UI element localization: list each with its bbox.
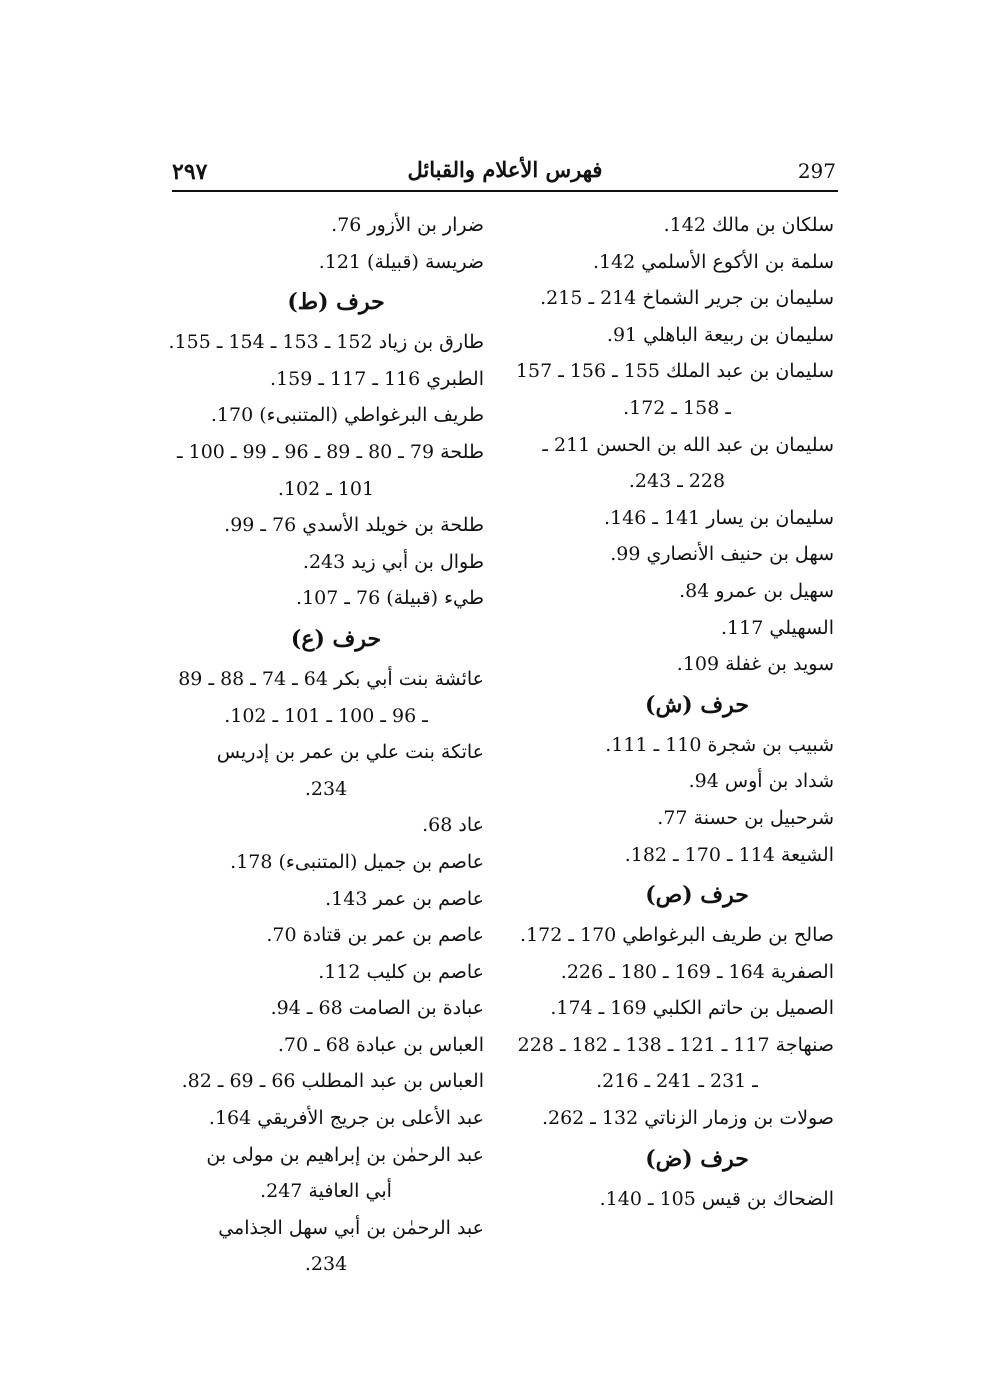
index-entry bbox=[168, 1137, 484, 1210]
index-entry bbox=[520, 837, 834, 874]
letter-heading: حرف (ط) bbox=[287, 289, 385, 316]
index-entry bbox=[520, 427, 834, 500]
entry-text: الصميل بن حاتم الكلبي 169 ـ 174. bbox=[550, 997, 834, 1020]
index-entry bbox=[168, 361, 484, 398]
entry-text: عائشة بنت أبي بكر 64 ـ 74 ـ 88 ـ 89 bbox=[178, 667, 484, 690]
entry-text: الشيعة 114 ـ 170 ـ 182. bbox=[624, 843, 834, 866]
index-entry bbox=[168, 734, 484, 807]
entry-text: سليمان بن عبد الملك 155 ـ 156 ـ 157 bbox=[515, 360, 834, 383]
page-number: 297 bbox=[797, 159, 836, 183]
entry-text: عاد 68. bbox=[422, 814, 484, 837]
index-entry bbox=[168, 507, 484, 544]
entry-text: شرحبيل بن حسنة 77. bbox=[657, 806, 834, 829]
entry-text: طيء (قبيلة) 76 ـ 107. bbox=[296, 587, 484, 610]
entry-continuation: 234. bbox=[304, 777, 348, 800]
index-entry bbox=[520, 573, 834, 610]
entry-text: طوال بن أبي زيد 243. bbox=[302, 550, 484, 573]
index-entry bbox=[168, 544, 484, 581]
index-entry bbox=[520, 500, 834, 537]
entry-text: عاصم بن جميل (المتنبىء) 178. bbox=[230, 850, 484, 873]
letter-heading: حرف (ش) bbox=[645, 691, 749, 718]
index-entry bbox=[520, 763, 834, 800]
index-entry bbox=[520, 646, 834, 683]
entry-text: عاصم بن عمر بن قتادة 70. bbox=[266, 924, 484, 947]
entry-text: سهل بن حنيف الأنصاري 99. bbox=[610, 543, 834, 566]
index-entry bbox=[515, 353, 834, 426]
index-entry bbox=[520, 917, 834, 954]
right-column bbox=[515, 207, 834, 1217]
entry-text: طريف البرغواطي (المتنبىء) 170. bbox=[210, 404, 484, 427]
entry-continuation: ـ 231 ـ 241 ـ 216. bbox=[596, 1070, 758, 1093]
entry-text: عاصم بن كليب 112. bbox=[318, 960, 484, 983]
index-entry bbox=[168, 580, 484, 617]
header-rule bbox=[172, 190, 838, 192]
index-entry bbox=[520, 207, 834, 244]
entry-text: الصفرية 164 ـ 169 ـ 180 ـ 226. bbox=[560, 960, 834, 983]
entry-continuation: ـ 158 ـ 172. bbox=[623, 396, 731, 419]
index-entry bbox=[520, 990, 834, 1027]
entry-text: عاصم بن عمر 143. bbox=[325, 887, 484, 910]
entry-text: ضريسة (قبيلة) 121. bbox=[318, 250, 484, 273]
entry-text: صالح بن طريف البرغواطي 170 ـ 172. bbox=[520, 924, 834, 947]
entry-text: عبادة بن الصامت 68 ـ 94. bbox=[270, 997, 484, 1020]
index-entry bbox=[168, 1027, 484, 1064]
index-entry bbox=[168, 844, 484, 881]
index-entry bbox=[168, 990, 484, 1027]
index-entry bbox=[168, 397, 484, 434]
page-header bbox=[172, 155, 838, 191]
index-entry bbox=[168, 954, 484, 991]
index-entry bbox=[168, 207, 484, 244]
index-entry bbox=[168, 244, 484, 281]
index-entry bbox=[520, 244, 834, 281]
letter-heading: حرف (ع) bbox=[290, 625, 382, 652]
entry-continuation: 228 ـ 243. bbox=[628, 470, 726, 493]
entry-text: عبد الرحمٰن بن إبراهيم بن مولى بن bbox=[206, 1143, 484, 1166]
entry-text: عبد الرحمٰن بن أبي سهل الجذامي bbox=[218, 1216, 484, 1239]
letter-heading: حرف (ض) bbox=[645, 1145, 749, 1172]
index-entry bbox=[520, 317, 834, 354]
index-entry bbox=[168, 434, 484, 507]
entry-text: سهيل بن عمرو 84. bbox=[679, 579, 834, 602]
page-number-arabic: ٢٩٧ bbox=[172, 159, 208, 185]
entry-continuation: أبي العافية 247. bbox=[260, 1180, 392, 1203]
entry-continuation: 234. bbox=[304, 1253, 348, 1276]
index-entry bbox=[520, 954, 834, 991]
entry-text: ضرار بن الأزور 76. bbox=[331, 214, 484, 236]
entry-text: شبيب بن شجرة 110 ـ 111. bbox=[605, 733, 834, 756]
index-entry bbox=[168, 1210, 484, 1283]
entry-text: طلحة بن خويلد الأسدي 76 ـ 99. bbox=[224, 514, 484, 537]
entry-text: سليمان بن ربيعة الباهلي 91. bbox=[606, 323, 834, 346]
entry-text: صنهاجة 117 ـ 121 ـ 138 ـ 182 ـ 228 bbox=[517, 1033, 834, 1056]
letter-heading: حرف (ص) bbox=[645, 882, 749, 909]
entry-text: طلحة 79 ـ 80 ـ 89 ـ 96 ـ 99 ـ 100 ـ bbox=[177, 440, 484, 463]
index-entry bbox=[520, 1181, 834, 1218]
index-entry bbox=[168, 324, 484, 361]
entry-text: سليمان بن عبد الله بن الحسن 211 ـ bbox=[542, 433, 834, 456]
entry-text: شداد بن أوس 94. bbox=[688, 770, 834, 793]
entry-text: عاتكة بنت علي بن عمر بن إدريس bbox=[216, 741, 484, 764]
entry-text: الطبري 116 ـ 117 ـ 159. bbox=[270, 367, 484, 390]
index-entry bbox=[520, 610, 834, 647]
index-entry bbox=[168, 917, 484, 954]
entry-text: سليمان بن يسار 141 ـ 146. bbox=[604, 506, 834, 529]
index-entry bbox=[520, 536, 834, 573]
index-entry bbox=[517, 1027, 834, 1100]
entry-text: الضحاك بن قيس 105 ـ 140. bbox=[599, 1187, 834, 1210]
entry-text: السهيلي 117. bbox=[721, 616, 834, 639]
entry-text: العباس بن عبد المطلب 66 ـ 69 ـ 82. bbox=[181, 1070, 484, 1093]
entry-continuation: 101 ـ 102. bbox=[277, 477, 375, 500]
index-entry bbox=[520, 1100, 834, 1137]
entry-text: عبد الأعلى بن جريج الأفريقي 164. bbox=[208, 1107, 484, 1130]
page-title: فهرس الأعلام والقبائل bbox=[407, 157, 603, 182]
left-column bbox=[168, 207, 484, 1283]
index-entry bbox=[168, 807, 484, 844]
index-entry bbox=[168, 661, 484, 734]
index-entry bbox=[168, 1063, 484, 1100]
index-entry bbox=[520, 280, 834, 317]
index-entry bbox=[168, 1100, 484, 1137]
entry-text: سلكان بن مالك 142. bbox=[663, 214, 834, 236]
entry-text: سويد بن غفلة 109. bbox=[676, 653, 834, 676]
entry-continuation: ـ 96 ـ 100 ـ 101 ـ 102. bbox=[224, 704, 428, 727]
entry-text: صولات بن وزمار الزناتي 132 ـ 262. bbox=[541, 1107, 834, 1130]
index-entry bbox=[168, 881, 484, 918]
index-entry bbox=[520, 727, 834, 764]
index-entry bbox=[520, 800, 834, 837]
entry-text: سليمان بن جرير الشماخ 214 ـ 215. bbox=[540, 287, 834, 310]
entry-text: سلمة بن الأكوع الأسلمي 142. bbox=[592, 250, 834, 273]
entry-text: العباس بن عبادة 68 ـ 70. bbox=[277, 1033, 484, 1056]
entry-text: طارق بن زياد 152 ـ 153 ـ 154 ـ 155. bbox=[168, 331, 484, 354]
